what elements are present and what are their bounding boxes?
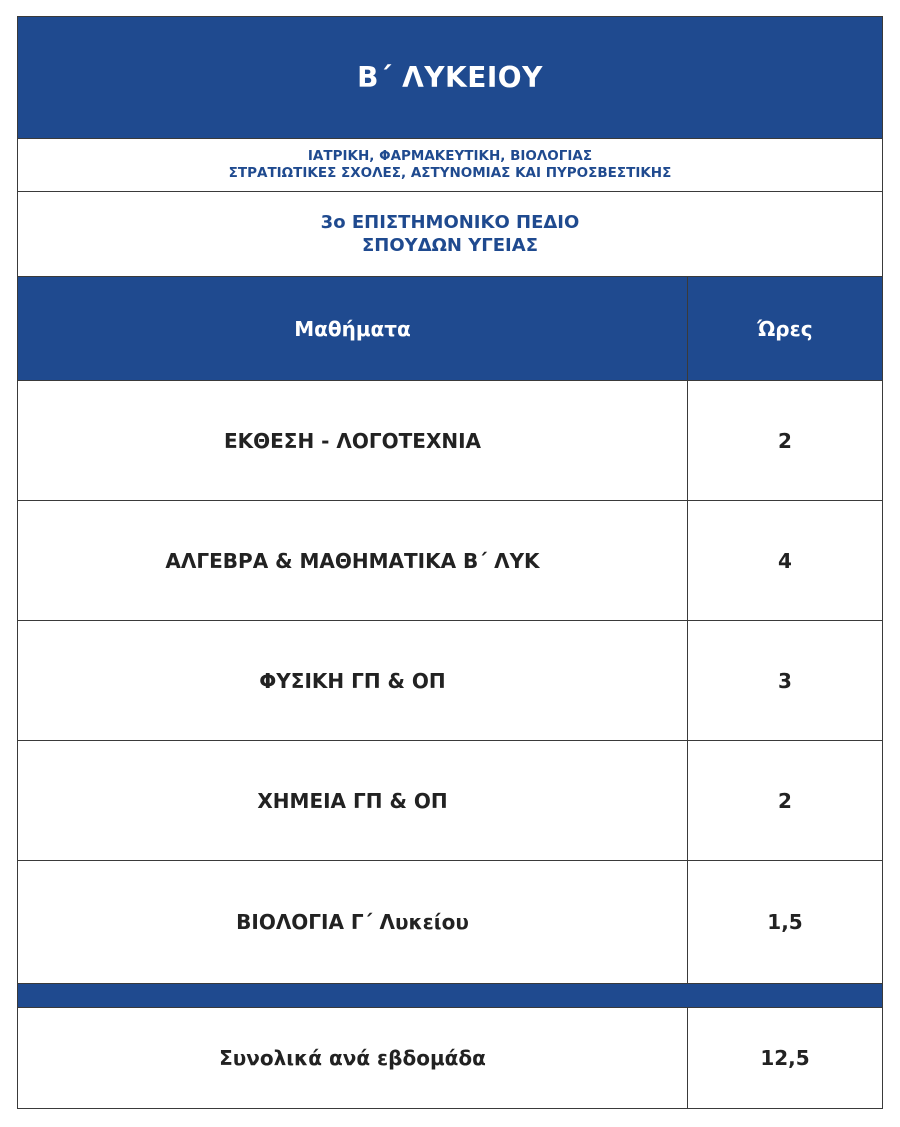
total-row bbox=[17, 1008, 883, 1109]
subjects-header-cell bbox=[18, 277, 687, 380]
field-line-1: 3ο ΕΠΙΣΤΗΜΟΝΙΚΟ ΠΕΔΙΟ bbox=[320, 212, 580, 233]
programs-line-1: ΙΑΤΡΙΚΗ, ΦΑΡΜΑΚΕΥΤΙΚΗ, ΒΙΟΛΟΓΙΑΣ bbox=[307, 148, 593, 164]
subject-hours: 4 bbox=[778, 548, 792, 573]
hours-cell bbox=[687, 501, 882, 620]
subject-hours: 1,5 bbox=[767, 910, 803, 934]
table-row bbox=[17, 500, 883, 620]
programs-subheader bbox=[17, 138, 883, 191]
table-row bbox=[17, 620, 883, 740]
subject-name: ΑΛΓΕΒΡΑ & ΜΑΘΗΜΑΤΙΚΑ Β΄ ΛΥΚ bbox=[165, 548, 540, 573]
subject-name: ΦΥΣΙΚΗ ΓΠ & ΟΠ bbox=[259, 668, 446, 693]
total-hours-cell bbox=[687, 1008, 882, 1108]
subject-hours: 3 bbox=[778, 668, 792, 693]
subject-cell bbox=[18, 381, 687, 500]
subjects-column-header: Μαθήματα bbox=[294, 316, 411, 341]
title-banner bbox=[17, 16, 883, 138]
subject-cell bbox=[18, 621, 687, 740]
hours-header-cell bbox=[687, 277, 882, 380]
total-label: Συνολικά ανά εβδομάδα bbox=[219, 1046, 486, 1070]
hours-cell bbox=[687, 381, 882, 500]
field-line-2: ΣΠΟΥΔΩΝ ΥΓΕΙΑΣ bbox=[362, 235, 538, 256]
hours-cell bbox=[687, 861, 882, 983]
hours-cell bbox=[687, 741, 882, 860]
subject-cell bbox=[18, 501, 687, 620]
separator-bar bbox=[17, 983, 883, 1008]
table-header-row bbox=[17, 276, 883, 380]
total-label-cell bbox=[18, 1008, 687, 1108]
total-hours: 12,5 bbox=[760, 1046, 810, 1070]
table-row bbox=[17, 740, 883, 860]
table-row bbox=[17, 380, 883, 500]
programs-line-2: ΣΤΡΑΤΙΩΤΙΚΕΣ ΣΧΟΛΕΣ, ΑΣΤΥΝΟΜΙΑΣ ΚΑΙ ΠΥΡΟΣΒΕΣΤΙΚΗΣ bbox=[228, 165, 672, 181]
hours-cell bbox=[687, 621, 882, 740]
hours-column-header: Ώρες bbox=[757, 316, 813, 341]
field-subheader bbox=[17, 191, 883, 276]
subject-hours: 2 bbox=[778, 788, 792, 813]
page-title: Β΄ ΛΥΚΕΙΟΥ bbox=[357, 61, 543, 94]
subject-cell bbox=[18, 741, 687, 860]
subject-name: ΕΚΘΕΣΗ - ΛΟΓΟΤΕΧΝΙΑ bbox=[223, 428, 482, 453]
table-row bbox=[17, 860, 883, 983]
subject-name: ΒΙΟΛΟΓΙΑ Γ΄ Λυκείου bbox=[236, 910, 469, 934]
subject-hours: 2 bbox=[778, 428, 792, 453]
subject-cell bbox=[18, 861, 687, 983]
subject-name: ΧΗΜΕΙΑ ΓΠ & ΟΠ bbox=[257, 788, 448, 813]
